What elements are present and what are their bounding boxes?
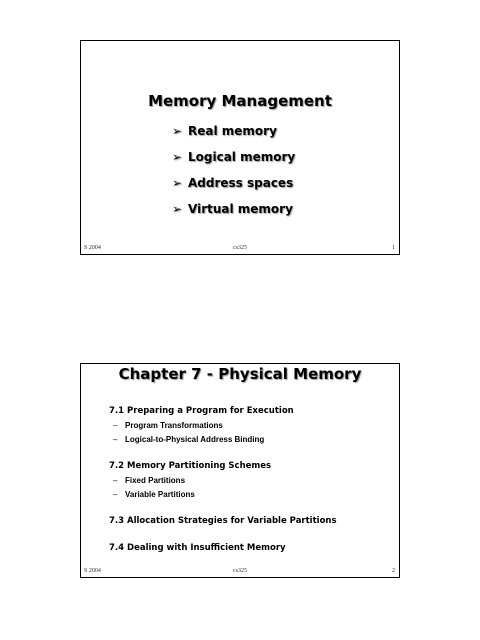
footer-page-number: 1	[392, 245, 395, 251]
slide-1	[80, 40, 400, 255]
arrow-bullet-icon: ➢	[172, 124, 183, 138]
arrow-bullet-icon: ➢	[172, 176, 183, 190]
section-item	[109, 515, 337, 529]
section-item	[109, 460, 337, 502]
bullet-list	[172, 123, 295, 227]
dash-bullet-icon: –	[113, 490, 118, 499]
bullet-item: ➢ Real memory	[172, 124, 277, 138]
bullet-item: ➢ Virtual memory	[172, 202, 293, 216]
section-title: 7.3 Allocation Strategies for Variable Partitions	[109, 516, 337, 526]
slide-2	[80, 363, 400, 578]
footer-course: cs325	[233, 568, 247, 574]
dash-bullet-icon: –	[113, 435, 118, 444]
subsection-item: – Variable Partitions	[113, 490, 195, 499]
dash-bullet-icon: –	[113, 476, 118, 485]
slide-title: Chapter 7 - Physical Memory	[118, 365, 362, 383]
bullet-item: ➢ Logical memory	[172, 150, 296, 164]
section-title: 7.4 Dealing with Insufficient Memory	[109, 543, 286, 553]
section-list	[109, 405, 337, 569]
section-title: 7.1 Preparing a Program for Execution	[109, 406, 294, 416]
subsection-item: – Program Transformations	[113, 421, 223, 430]
section-item	[109, 405, 337, 447]
arrow-bullet-icon: ➢	[172, 150, 183, 164]
slide-title: Memory Management	[148, 92, 332, 110]
dash-bullet-icon: –	[113, 421, 118, 430]
footer-date: S 2004	[84, 568, 101, 574]
footer-course: cs325	[233, 245, 247, 251]
subsection-item: – Logical-to-Physical Address Binding	[113, 435, 265, 444]
subsection-item: – Fixed Partitions	[113, 476, 186, 485]
bullet-item: ➢ Address spaces	[172, 176, 294, 190]
footer-page-number: 2	[392, 568, 395, 574]
section-item	[109, 542, 337, 556]
section-title: 7.2 Memory Partitioning Schemes	[109, 461, 272, 471]
arrow-bullet-icon: ➢	[172, 202, 183, 216]
footer-date: S 2004	[84, 245, 101, 251]
